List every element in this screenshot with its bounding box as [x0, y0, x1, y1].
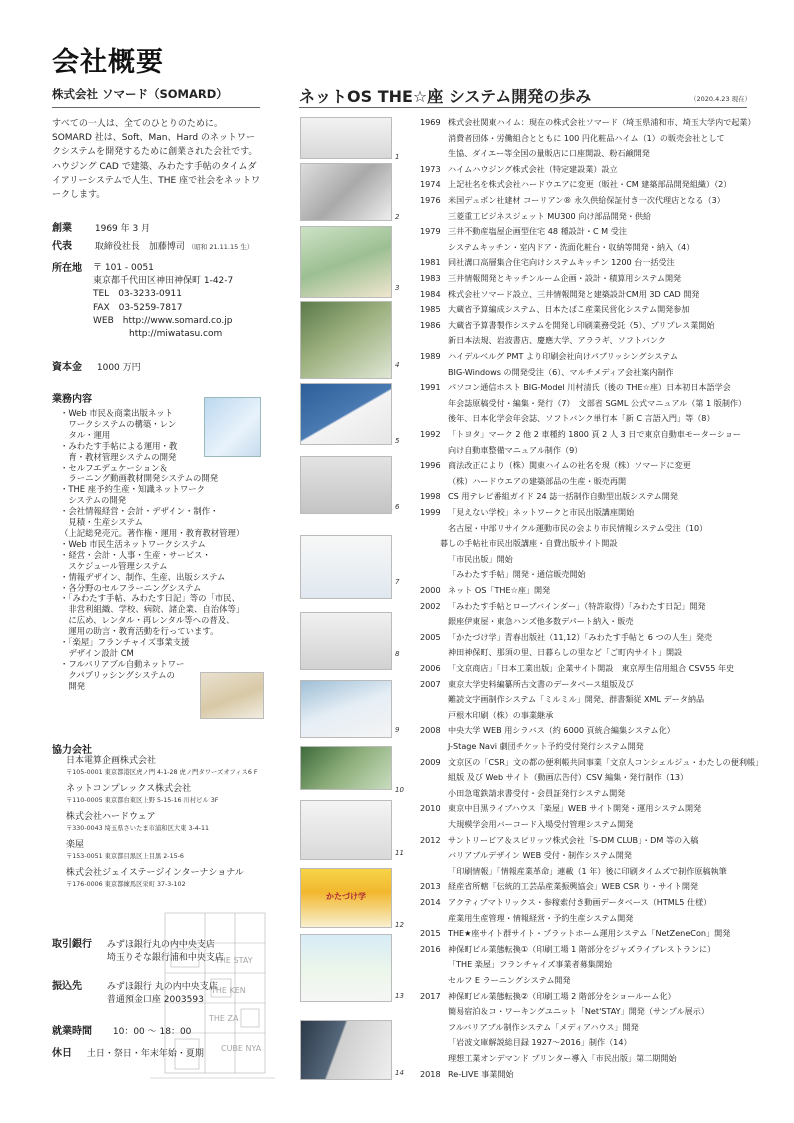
transfer-line-1: みずほ銀行 丸の内中央支店 [106, 982, 218, 992]
capital-row [52, 361, 141, 375]
business-item: ・会社情報経営・会計・デザイン・制作・ [60, 506, 219, 517]
timeline-text: 新日本法規、岩波書店、慶應大学、アララギ、ソフトバンク [448, 335, 666, 346]
timeline-row [420, 788, 760, 799]
founding-value: 1969 年 3 月 [94, 224, 151, 234]
history-title: ネットOS THE☆座 システム開発の歩み [299, 87, 592, 106]
timeline-text: 小田急電鉄請求書受付・会員証発行システム開発 [448, 787, 626, 798]
timeline-text: Re-LIVE 事業開始 [448, 1068, 514, 1079]
timeline-text: 三井情報開発とキッチンルーム企画・設計・積算用システム開発 [448, 273, 682, 283]
timeline-year: 2015 [420, 928, 441, 939]
associate-name: 株式会社ハードウェア [66, 811, 156, 822]
timeline-year: 2013 [420, 881, 441, 892]
business-item: ・「楽屋」フランチャイズ事業支援 [60, 637, 190, 648]
business-item: 運用の助言・教育活動を行っています。 [60, 626, 219, 637]
timeline-year: 1986 [420, 319, 441, 330]
timeline-row [420, 289, 760, 300]
timeline-row [420, 398, 760, 409]
capital-value: 1000 万円 [96, 363, 141, 373]
business-item: ラーニング動画教材開発システムの開発 [60, 473, 219, 484]
timeline-row [420, 117, 760, 128]
timeline-text: 銀座伊東屋・東急ハンズ他多数デパート納入・販売 [448, 616, 634, 627]
timeline-text: 大蔵省予算書製作システムを開発し印刷業務受託（5）、プリプレス業開始 [448, 319, 715, 330]
timeline-text: ハイデルベルグ PMT より印刷会社向けパブリッシングシステム [448, 351, 679, 361]
history-date: （2020.4.23 現在） [690, 95, 752, 103]
photo-number: 5 [395, 437, 400, 445]
tel: TEL 03-3233-0911 [93, 289, 182, 300]
timeline-text: 経産省所轄「伝統的工芸品産業振興協会」WEB CSR り・サイト開発 [448, 881, 699, 892]
photo-number: 3 [395, 284, 400, 292]
street-address: 東京都千代田区神田神保町 1-42-7 [93, 276, 234, 287]
business-item: ・Web 市民生活ネットワークシステム [60, 538, 206, 549]
timeline-text: ハイムハウジング株式会社（特定建設業）設立 [448, 163, 618, 174]
address-block [93, 262, 233, 341]
business-item: ・「みわたす手帖、みわたす日記」等の「市民、 [60, 593, 241, 604]
timeline-row [420, 554, 760, 565]
business-item: （上記総発売元。著作権・運用・教育教材管理） [60, 527, 245, 538]
timeline-text: 理想工業オンデマンド プリンター導入「市民出版」第二期開始 [448, 1053, 677, 1063]
photo-magazine [300, 680, 392, 738]
timeline-text: 三菱重工ビジネスジェット MU300 向け部品開発・供給 [448, 210, 652, 221]
timeline-text: BIG-Windows の開発受注（6）、マルチメディア会社案内制作 [448, 366, 674, 377]
timeline-text: 三井不動産塩屋企画型住宅 48 種設計・C M 受注 [448, 226, 627, 237]
transfer-line-2: 普通預金口座 2003593 [106, 995, 204, 1005]
timeline-row [420, 1006, 760, 1017]
timeline-row [420, 133, 760, 144]
photo-document [300, 535, 392, 599]
hours-label: 就業時間 [52, 1026, 92, 1037]
business-item: 非営利組織、学校、病院、諸企業、自治体等」 [60, 604, 245, 615]
timeline-text: 簡易宿泊＆コ・ワーキングユニット「Net'STAY」開発（サンプル展示） [448, 1006, 709, 1017]
intro-text: すべての一人は、全てのひとりのために。SOMARD 社は、Soft、Man、Hard のネットワークシステムを開発するために創業された会社です。ハウジング CAD で建築、みわたす手帖のタイムダイアリーシステムで人生、THE 座で社会をネットワークします。 [52, 119, 261, 201]
timeline-text: 大蔵省予算編成システム、日本たばこ産業民営化システム開発参加 [448, 304, 690, 315]
associate-name: ネットコンプレックス株式会社 [66, 783, 192, 794]
timeline-row [420, 476, 760, 487]
timeline-text: アクティブマトリックス・参稼索付き動画データベース（HTML5 仕様） [448, 897, 712, 907]
timeline-row [420, 335, 760, 346]
photo-brochure [300, 226, 392, 298]
business-item: スケジュール管理システム [60, 560, 168, 571]
divider [52, 107, 260, 108]
timeline-text: 難読文字画制作システム「ミルミル」開発、群書類従 XML データ納品 [448, 694, 705, 705]
timeline-text: 「みわたす手帖とローブバインダー」（特許取得）「みわたす日記」開発 [448, 600, 706, 611]
timeline-row [420, 913, 760, 924]
timeline-row [420, 710, 760, 721]
timeline-year: 2012 [420, 834, 441, 845]
timeline-row [420, 601, 760, 612]
timeline-text: 大規模学会用バーコード入場受付管理システム開発 [448, 819, 634, 829]
business-item: ・Web 市民＆商業出版ネット [60, 408, 174, 418]
transfer-label: 振込先 [52, 981, 82, 992]
timeline-text: サントリービア＆スピリッツ株式会社「S-DM CLUB」・DM 等の入稿 [448, 834, 699, 845]
timeline-year: 2018 [420, 1068, 441, 1079]
timeline-row [420, 756, 764, 768]
timeline-row [420, 304, 760, 315]
business-heading: 業務内容 [52, 394, 92, 405]
book-title: かたづけ学 [326, 892, 366, 901]
timeline-text: 「文京商店」「日本工業出版」企業サイト開設 東京厚生信用組合 CSV55 年史 [448, 663, 735, 673]
timeline-text: フルバリアブル制作システム「メディアハウス」開発 [448, 1021, 639, 1032]
timeline-row [420, 257, 760, 268]
business-item: システムの開発 [60, 495, 127, 506]
timeline-text: 「印刷情報」「情報産業革命」連載（1 年）後に印刷タイムズで制作原稿執筆 [448, 865, 727, 876]
timeline-text: バリアブルデザイン WEB 受付・制作システム開発 [448, 850, 632, 861]
timeline-year: 1979 [420, 226, 441, 237]
timeline-row [420, 1069, 760, 1080]
timeline-text: CS 用テレビ番組ガイド 24 誌一括制作自動型出版システム開発 [448, 491, 678, 502]
timeline-row [420, 226, 760, 237]
timeline-text: ネット OS「THE☆座」開発 [448, 585, 551, 595]
timeline-row [420, 195, 760, 206]
timeline-year: 1969 [420, 117, 441, 127]
fax: FAX 03-5259-7817 [93, 302, 183, 313]
business-item: 開発 [60, 680, 86, 691]
timeline-year: 1981 [420, 257, 441, 268]
photo-books [300, 383, 392, 445]
associate-address: 〒105-0001 東京都港区虎ノ門 4-1-28 虎ノ門タワーズオフィス6 F [66, 768, 258, 776]
photo-number: 7 [395, 578, 400, 586]
bank-line-1: みずほ銀行丸の内中央支店 [106, 940, 215, 950]
timeline-text: 「かたづけ学」青春出版社（11,12）「みわたす手帖と 6 つの人生」発売 [448, 631, 713, 642]
timeline-row [420, 897, 760, 908]
timeline-year: 1985 [420, 304, 441, 315]
timeline-row [420, 148, 760, 159]
timeline-year: 1991 [420, 382, 441, 393]
timeline-text: 神保町ビル業態転換①（印刷工場 1 階部分をジャズライブレストランに） [448, 943, 716, 954]
business-item: ・各分野のセルフラーニングシステム [60, 582, 202, 593]
photo-number: 9 [395, 726, 400, 734]
associate-address: 〒176-0006 東京都練馬区栄町 37-3-102 [66, 880, 186, 888]
business-item: 見積・生産システム [60, 517, 143, 528]
timeline-row [420, 367, 760, 378]
timeline-text: 組版 及び Web サイト（動画広告付）CSV 編集・発行制作（13） [448, 772, 689, 783]
timeline-row [420, 179, 760, 190]
shop-photo [200, 672, 264, 719]
photo-factory [300, 163, 392, 221]
photo-number: 4 [395, 361, 400, 369]
timeline-row [420, 881, 760, 892]
associate-name: 楽屋 [66, 839, 85, 850]
business-item: ・みわたす手帖による運用・教 [60, 440, 178, 451]
timeline-row [420, 382, 760, 393]
associates-heading: 協力会社 [52, 745, 92, 756]
business-item: クパブリッシングシステムの [60, 669, 175, 680]
timeline-text: パソコン通信ホスト BIG-Model 川村清氏（後の THE☆座）日本初日本語学会 [448, 382, 731, 393]
photo-benricho [300, 934, 392, 1002]
timeline-row [420, 772, 760, 783]
timeline-row [420, 273, 760, 284]
timeline-year: 1983 [420, 273, 441, 283]
timeline-text: 「みわたす手帖」開発・通信販売開始 [448, 569, 586, 580]
timeline-year: 2005 [420, 631, 441, 642]
timeline-row [420, 1053, 760, 1064]
sketch-label-3: THE ZA [209, 1014, 239, 1023]
timeline-year: 1996 [420, 460, 441, 471]
timeline-row [420, 242, 760, 253]
business-item: 育・教材管理システムの開発 [60, 451, 177, 462]
timeline-row [420, 741, 760, 752]
timeline-text: 神田神保町、那須の里、日暮らしの里など「ご町内サイト」開設 [448, 647, 683, 658]
timeline-text: 神保町ビル業態転換②（印刷工場 2 階部分をショールーム化） [448, 990, 676, 1001]
page-title: 会社概要 [52, 47, 164, 78]
timeline-year: 2016 [420, 943, 441, 954]
photo-cosmetics [300, 117, 392, 159]
timeline-row [420, 1022, 760, 1033]
hours-value: 10：00 〜 18：00 [112, 1027, 192, 1037]
photo-computer [300, 456, 392, 514]
timeline-year: 2008 [420, 725, 441, 736]
timeline-row [420, 819, 760, 830]
rep-value: 取締役社長 加藤博司 [94, 242, 185, 252]
web-url-2[interactable]: http://miwatasu.com [93, 329, 223, 340]
timeline-row [420, 569, 760, 580]
timeline-year: 2007 [420, 678, 441, 689]
timeline-year: 1998 [420, 491, 441, 502]
business-item: タル・運用 [60, 429, 111, 440]
business-item: ワークシステムの構築・レン [60, 418, 177, 429]
timeline-year: 2000 [420, 585, 441, 595]
timeline-text: 生協、ダイエー等全国の量販店に口座開設、粉石鹸開発 [448, 148, 650, 159]
holiday-value: 土日・祭日・年末年始・夏期 [86, 1049, 204, 1059]
founding-label: 創業 [52, 223, 72, 234]
sketch-label-1: THE STAY [215, 956, 253, 965]
associate-address: 〒330-0043 埼玉県さいたま市浦和区大東 3-4-11 [66, 824, 210, 832]
timeline-row [420, 835, 760, 846]
associate-address: 〒110-0005 東京都台東区上野 5-15-16 川村ビル 3F [66, 796, 219, 804]
business-item: ・セルフエデュケーション＆ [60, 462, 168, 473]
timeline-text: 戸根木印刷（株）の事業継承 [448, 709, 554, 720]
capital-label: 資本金 [52, 362, 82, 373]
associate-name: 日本電算企画株式会社 [66, 756, 157, 766]
timeline-row [420, 538, 760, 549]
photo-number: 14 [395, 1069, 404, 1077]
timeline-row [420, 850, 760, 861]
photo-katazuke-book [300, 868, 392, 928]
timeline-row [420, 351, 760, 362]
timeline-row [420, 413, 760, 424]
timeline-text: 「THE 楽屋」フランチャイズ事業者募集開始 [448, 959, 613, 970]
timeline-year: 2009 [420, 756, 441, 767]
timeline-row [420, 616, 760, 627]
timeline-text: 東京中目黒ライブハウス「楽屋」WEB サイト開発・運用システム開発 [448, 803, 702, 814]
photo-number: 12 [395, 921, 404, 929]
timeline-year: 1973 [420, 163, 441, 174]
timeline-row [420, 445, 760, 456]
photo-number: 11 [395, 849, 404, 857]
timeline-row [420, 803, 760, 814]
business-item: に広め、レンタル・再レンタル等への普及、 [60, 615, 235, 626]
timeline-text: 同社溝口高層集合住宅向けシステムキッチン 1200 台一括受注 [448, 257, 675, 268]
photo-catalog [300, 1020, 392, 1080]
timeline-text: 産業用生産管理・情報経営・予約生産システム開発 [448, 912, 634, 923]
timeline-row [420, 647, 760, 658]
timeline-row [420, 679, 760, 690]
holiday-label: 休日 [52, 1048, 72, 1059]
photo-notebook [300, 800, 392, 860]
location-label: 所在地 [52, 263, 82, 274]
rep-row [52, 240, 253, 254]
timeline-text: 中央大学 WEB 用シラバス（約 6000 頁統合編集システム化） [448, 725, 675, 736]
photo-number: 13 [395, 992, 404, 1000]
timeline-year: 1984 [420, 288, 441, 299]
timeline-row [420, 164, 760, 175]
sketch-label-2: THE KEN [211, 986, 246, 995]
business-list [60, 408, 250, 692]
photo-number: 8 [395, 650, 400, 658]
divider [299, 107, 747, 108]
timeline-text: 米国デュポン社建材 コーリアン® 永久供給保証付き一次代理店となる（3） [448, 195, 725, 205]
sketch-label-4: CUBE NYA [221, 1044, 262, 1053]
associate-name: 株式会社ジェイステージインターナショナル [66, 867, 244, 878]
timeline-text: THE★座サイト群サイト・プラットホーム運用システム「NetZeneCon」開発 [448, 928, 731, 939]
timeline-year: 1992 [420, 429, 441, 439]
photo-number: 10 [395, 786, 404, 794]
timeline-row [420, 975, 760, 986]
timeline-text: 消費者団体・労働組合とともに 100 円化粧品ハイム（1）の販売会社として [448, 132, 725, 143]
postal-code: 〒 101 - 0051 [93, 263, 154, 273]
business-item: ・経営・会計・人事・生産・サービス・ [60, 549, 211, 560]
timeline-text: 暮しの手帖社市民出版講座・自費出版サイト開設 [440, 538, 618, 549]
company-name: 株式会社 ソマード（SOMARD） [52, 87, 228, 101]
bank-label: 取引銀行 [52, 939, 92, 950]
photo-website [300, 746, 392, 790]
business-item: ・情報デザイン、制作、生産、出版システム [60, 571, 226, 582]
bank-line-2: 埼玉りそな銀行浦和中央支店 [106, 953, 224, 963]
timeline-row [420, 694, 760, 705]
timeline-row [420, 725, 760, 736]
timeline-text: J-Stage Navi 劇団チケット予約受付発行システム開発 [448, 741, 644, 751]
photo-manual [300, 612, 392, 670]
timeline-row [420, 663, 760, 674]
timeline-year: 1999 [420, 507, 441, 517]
timeline-text: システムキッチン・室内ドア・洗面化粧台・収納等開発・納入（4） [448, 241, 695, 252]
timeline-row [420, 585, 760, 596]
photo-number: 1 [395, 153, 400, 161]
business-item: デザイン設計 CM [60, 647, 134, 658]
associates-list [66, 756, 257, 896]
timeline-text: 東京大学史料編纂所古文書のデータベース組版及び [448, 678, 634, 689]
timeline-year: 1974 [420, 179, 441, 190]
timeline-year: 2006 [420, 663, 441, 673]
timeline-row [420, 991, 760, 1002]
timeline-year: 1976 [420, 195, 441, 205]
timeline-text: 「岩波文庫解説総目録 1927〜2016」制作（14） [448, 1037, 632, 1048]
timeline-row [420, 523, 760, 534]
timeline-text: 名古屋・中部リサイクル運動市民の会より市民情報システム受注（10） [448, 522, 708, 533]
web-url-1[interactable]: WEB http://www.somard.co.jp [93, 315, 233, 326]
photo-aerial-map [300, 301, 392, 379]
timeline-year: 2014 [420, 897, 441, 907]
founding-row [52, 222, 150, 236]
timeline-text: 後年、日本化学会年会誌、ソフトバンク単行本「新 C 言語入門」等（8） [448, 413, 715, 424]
timeline-row [420, 507, 760, 518]
timeline-row [420, 959, 760, 970]
timeline-text: 年会誌原稿受付・編集・発行（7） 文部省 SGML 公式マニュアル（第 1 版制作） [448, 397, 747, 408]
timeline-text: 株式会社ソマード設立、三井情報開発と建築設計CM用 3D CAD 開発 [448, 288, 700, 299]
timeline-text: セルフ E ラーニングシステム開発 [448, 975, 571, 985]
timeline-text: 「トヨタ」マーク 2 他 2 車種約 1800 頁 2 人 3 日で東京自動車モーターショー [448, 429, 741, 439]
timeline-row [420, 928, 760, 939]
timeline-year: 2010 [420, 803, 441, 814]
timeline-text: 「見えない学校」ネットワークと市民出版講座開始 [448, 507, 635, 517]
timeline-text: 文京区の「CSR」文の都の便利帳共同事業「文京人コンシェルジュ・わたしの便利帳」 [448, 756, 764, 767]
timeline-year: 2002 [420, 600, 441, 611]
timeline-text: 向け自動車整備マニュアル制作（9） [448, 444, 583, 455]
timeline-text: （株）ハードウエアの建築部品の生産・販売再開 [448, 475, 627, 486]
timeline-text: 株式会社関東ハイム：現在の株式会社ソマード（埼玉県浦和市、埼玉大学内で起業） [448, 117, 756, 127]
business-item: ・フルバリアブル自動ネットワー [60, 658, 185, 669]
photo-number: 2 [395, 213, 400, 221]
photo-number: 6 [395, 503, 400, 511]
timeline-text: 「市民出版」開始 [448, 553, 513, 564]
timeline-row [420, 1037, 760, 1048]
business-item: ・THE 座予約生産・知識ネットワーク [60, 484, 205, 495]
timeline-row [420, 429, 760, 440]
timeline-year: 2017 [420, 990, 441, 1001]
location-row [52, 262, 82, 276]
associate-address: 〒153-0051 東京都目黒区上目黒 2-15-6 [66, 852, 184, 860]
timeline-row [420, 211, 760, 222]
timeline-year: 1989 [420, 351, 441, 361]
timeline-row [420, 866, 760, 877]
rep-note: （昭和 21.11.15 生） [187, 243, 254, 251]
timeline-text: 上記社名を株式会社ハードウエアに変更（販社・CM 建築部品開発組織）（2） [448, 179, 732, 190]
timeline-text: 商法改正により（株）関東ハイムの社名を現（株）ソマードに変更 [448, 460, 691, 471]
building-sketch [145, 893, 277, 1083]
timeline-row [420, 491, 760, 502]
timeline-row [420, 632, 760, 643]
timeline-row [420, 460, 760, 471]
timeline-row [420, 944, 760, 955]
timeline-row [420, 320, 760, 331]
rep-label: 代表 [52, 241, 72, 252]
